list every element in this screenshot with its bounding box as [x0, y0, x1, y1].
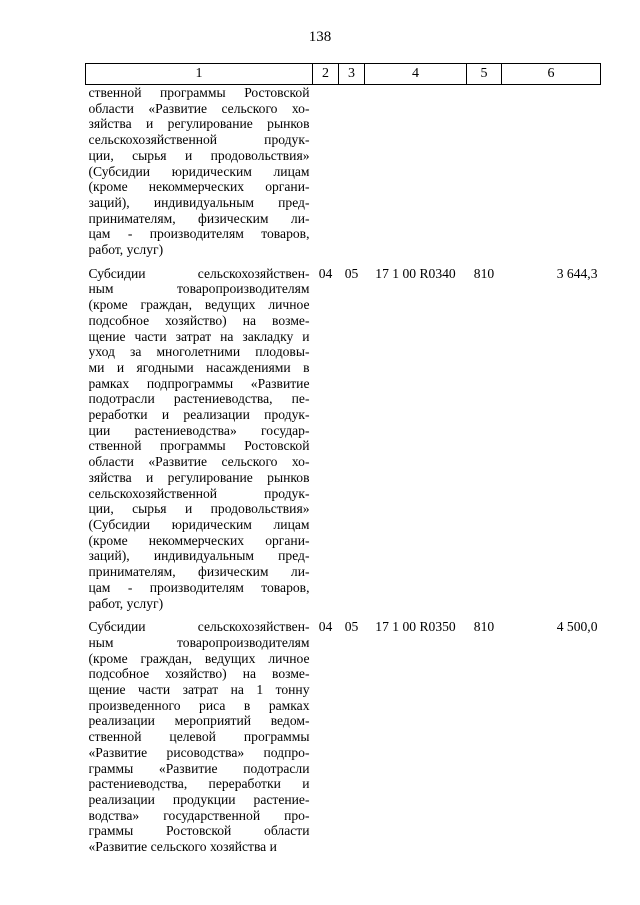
- section-code-cell: 04: [318, 265, 333, 281]
- description-line: Субсидии сельскохозяйствен-: [88, 619, 310, 635]
- column-header-5: 5: [467, 64, 502, 85]
- column-header-6: 6: [502, 64, 601, 85]
- row-spacer-cell: [86, 258, 601, 266]
- description-line: произведенного риса в рамках: [88, 697, 310, 713]
- expense-type-cell: 810: [473, 265, 495, 281]
- description-line: рамках подпрограммы «Развитие: [88, 375, 310, 391]
- expense-type-cell: 810: [473, 619, 495, 635]
- subsection-code-cell: [339, 85, 365, 258]
- column-header-4: 4: [365, 64, 467, 85]
- description-line: щение части затрат на закладку и: [88, 328, 310, 344]
- description-cell: [86, 266, 313, 611]
- description-line: зяйства и регулирование рынков: [88, 116, 310, 132]
- description-line: подсобное хозяйство) на возме-: [88, 312, 310, 328]
- column-header-2: 2: [313, 64, 339, 85]
- amount-cell: [502, 85, 601, 258]
- description-line: заций), индивидуальным пред-: [88, 194, 310, 210]
- budget-table: [85, 63, 601, 855]
- description-cell: [86, 85, 313, 258]
- description-line: граммы «Развитие подотрасли: [88, 760, 310, 776]
- description-line: области «Развитие сельского хо-: [88, 100, 310, 116]
- description-line: растениеводства, переработки и: [88, 776, 310, 792]
- description-line: сельскохозяйственной продук-: [88, 485, 310, 501]
- description-line: подсобное хозяйство) на возме-: [88, 666, 310, 682]
- description-line: цам - производителям товаров,: [88, 579, 310, 595]
- description-line: ции растениеводства» государ-: [88, 422, 310, 438]
- description-line: принимателям, физическим ли-: [88, 564, 310, 580]
- description-line: (кроме граждан, ведущих личное: [88, 297, 310, 313]
- expense-type-cell: [467, 85, 502, 258]
- row-spacer-cell: [86, 611, 601, 619]
- description-line: работ, услуг): [88, 242, 164, 258]
- description-line: Субсидии сельскохозяйствен-: [88, 265, 310, 281]
- description-line: (Субсидии юридическим лицам: [88, 163, 310, 179]
- description-cell: [86, 619, 313, 855]
- page-number: 138: [308, 29, 332, 45]
- table-row: [86, 619, 601, 855]
- row-spacer: [86, 258, 601, 266]
- description-line: ным товаропроизводителям: [88, 281, 310, 297]
- description-line: (кроме граждан, ведущих личное: [88, 650, 310, 666]
- amount-cell: 3 644,3: [556, 265, 598, 281]
- description-line: цам - производителям товаров,: [88, 226, 310, 242]
- target-article-cell: 17 1 00 R0340: [375, 265, 456, 281]
- description-line: ми и ягодными насаждениями в: [88, 359, 310, 375]
- description-line: сельскохозяйственной продук-: [88, 132, 310, 148]
- column-header-1: 1: [86, 64, 313, 85]
- section-code-cell: 04: [318, 619, 333, 635]
- description-line: щение части затрат на 1 тонну: [88, 682, 310, 698]
- table-row: [86, 266, 601, 611]
- description-line: ственной целевой программы: [88, 729, 310, 745]
- table-header-row: [86, 64, 601, 85]
- description-line: ции, сырья и продовольствия»: [88, 501, 310, 517]
- description-line: зяйства и регулирование рынков: [88, 469, 310, 485]
- target-article-cell: [365, 85, 467, 258]
- description-line: (кроме некоммерческих органи-: [88, 532, 310, 548]
- description-line: ным товаропроизводителям: [88, 634, 310, 650]
- description-line: работ, услуг): [88, 595, 164, 611]
- description-line: уход за многолетними плодовы-: [88, 344, 310, 360]
- description-line: «Развитие рисоводства» подпро-: [88, 744, 310, 760]
- amount-cell: 4 500,0: [556, 619, 598, 635]
- table-row: [86, 85, 601, 258]
- description-line: граммы Ростовской области: [88, 823, 310, 839]
- description-line: подотрасли растениеводства, пе-: [88, 391, 310, 407]
- description-line: (Субсидии юридическим лицам: [88, 516, 310, 532]
- description-line: реализации мероприятий ведом-: [88, 713, 310, 729]
- subsection-code-cell: 05: [344, 265, 359, 281]
- row-spacer: [86, 611, 601, 619]
- target-article-cell: 17 1 00 R0350: [375, 619, 456, 635]
- column-header-3: 3: [339, 64, 365, 85]
- description-line: области «Развитие сельского хо-: [88, 454, 310, 470]
- description-line: ственной программы Ростовской: [88, 85, 310, 100]
- description-line: ственной программы Ростовской: [88, 438, 310, 454]
- description-line: принимателям, физическим ли-: [88, 210, 310, 226]
- description-line: ции, сырья и продовольствия»: [88, 147, 310, 163]
- description-line: водства» государственной про-: [88, 807, 310, 823]
- description-line: «Развитие сельского хозяйства и: [88, 839, 277, 855]
- description-line: заций), индивидуальным пред-: [88, 548, 310, 564]
- section-code-cell: [313, 85, 339, 258]
- subsection-code-cell: 05: [344, 619, 359, 635]
- description-line: (кроме некоммерческих органи-: [88, 179, 310, 195]
- description-line: реализации продукции растение-: [88, 791, 310, 807]
- description-line: реработки и реализации продук-: [88, 407, 310, 423]
